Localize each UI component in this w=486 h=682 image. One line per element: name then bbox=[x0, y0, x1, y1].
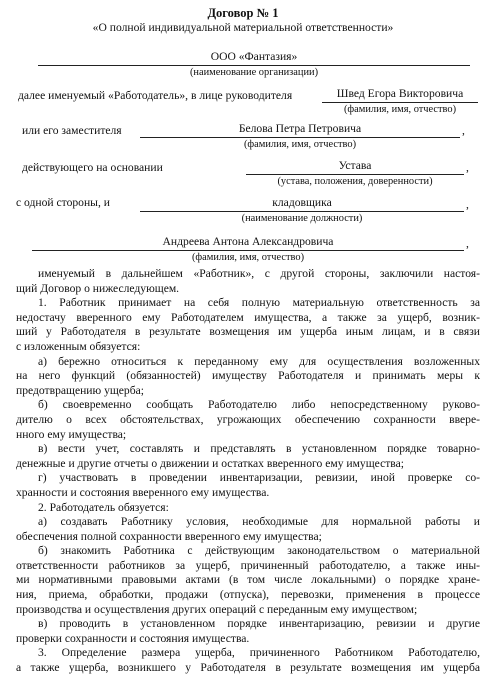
body-line: с изложенным обязуется: bbox=[16, 339, 141, 353]
body-line: нного ему имущества; bbox=[16, 427, 127, 441]
body-line: б) знакомить Работника с действующим законодательством о материальной bbox=[38, 544, 480, 558]
body-line: щий Договор о нижеследующем. bbox=[16, 281, 180, 295]
side-label: с одной стороны, и bbox=[16, 196, 110, 209]
head-name-caption: (фамилия, имя, отчество) bbox=[343, 104, 457, 115]
basis-value: Устава bbox=[338, 159, 372, 172]
head-name-underline bbox=[322, 102, 478, 103]
body-line: 2. Работодатель обязуется: bbox=[38, 500, 169, 514]
organization-value: ООО «Фантазия» bbox=[210, 50, 298, 63]
position-caption: (наименование должности) bbox=[241, 213, 363, 224]
body-line: ния, приема, обработки, продажи (отпуска), перевозки, применения в процессе bbox=[16, 588, 480, 602]
body-line: а) бережно относиться к переданному ему для осуществления возложенных bbox=[38, 354, 480, 368]
employer-label: далее именуемый «Работодатель», в лице руководителя bbox=[18, 89, 293, 102]
body-line: 3. Определение размера ущерба, причиненного Работником Работодателю, bbox=[38, 646, 480, 660]
deputy-label: или его заместителя bbox=[22, 124, 122, 137]
worker-name-caption: (фамилия, имя, отчество) bbox=[191, 252, 305, 263]
worker-comma: , bbox=[466, 237, 469, 250]
body-line: в) вести учет, составлять и представлять в установленном порядке товарно- bbox=[38, 442, 480, 456]
body-line: проверки сохранности и состояния имущества. bbox=[16, 631, 250, 645]
position-underline bbox=[140, 211, 464, 212]
body-line: хранности и состояния вверенного ему имущества. bbox=[16, 485, 270, 499]
body-line: ответственности работников за ущерб, причиненный работодателю, а также ины- bbox=[16, 558, 480, 572]
deputy-name-value: Белова Петра Петровича bbox=[238, 122, 362, 135]
position-value: кладовщика bbox=[272, 196, 332, 209]
organization-underline bbox=[38, 65, 470, 66]
body-line: производства и осуществления других операций с переданным ему имуществом; bbox=[16, 602, 418, 616]
contract-body bbox=[16, 267, 480, 676]
position-comma: , bbox=[466, 198, 469, 211]
body-line: обеспечения полной сохранности вверенного ему имущества; bbox=[16, 529, 322, 543]
organization-caption: (наименование организации) bbox=[189, 67, 319, 78]
worker-name-underline bbox=[32, 250, 464, 251]
deputy-name-underline bbox=[140, 137, 460, 138]
document-title: Договор № 1 bbox=[207, 6, 279, 20]
basis-underline bbox=[246, 174, 464, 175]
body-line: недостачу вверенного ему Работодателем имущества, а также за ущерб, возник- bbox=[16, 310, 480, 324]
body-line: предотвращению ущерба; bbox=[16, 383, 144, 397]
body-line: а) создавать Работнику условия, необходимые для нормальной работы и bbox=[38, 515, 480, 529]
body-line: а также ущерба, возникшего у Работодателя в результате возмещения им ущерба bbox=[16, 661, 480, 675]
worker-name-value: Андреева Антона Александровича bbox=[162, 235, 334, 248]
basis-label: действующего на основании bbox=[22, 161, 163, 174]
body-line: на него функций (обязанностей) имуществу Работодателя и принимать меры к bbox=[16, 369, 480, 383]
document-subtitle: «О полной индивидуальной материальной ответственности» bbox=[92, 21, 394, 34]
body-line: б) своевременно сообщать Работодателю либо непосредственному руково- bbox=[38, 398, 480, 412]
body-line: дителю о всех обстоятельствах, угрожающих обеспечению сохранности ввере- bbox=[16, 412, 480, 426]
body-line: 1. Работник принимает на себя полную материальную ответственность за bbox=[38, 296, 480, 310]
basis-comma: , bbox=[466, 161, 469, 174]
body-line: г) участвовать в проведении инвентаризации, ревизии, иной проверке со- bbox=[38, 471, 480, 485]
body-line: именуемый в дальнейшем «Работник», с другой стороны, заключили настоя- bbox=[38, 267, 480, 280]
basis-caption: (устава, положения, доверенности) bbox=[277, 176, 433, 187]
body-line: в) проводить в установленном порядке инвентаризацию, ревизии и другие bbox=[38, 617, 480, 631]
head-name-value: Швед Егора Викторовича bbox=[336, 87, 464, 100]
body-line: ми нормативными правовыми актами (в том числе локальными) о порядке хране- bbox=[16, 573, 480, 587]
body-line: ший у Работодателя в результате возмещения им ущерба иным лицам, и в связи bbox=[16, 325, 480, 339]
deputy-comma: , bbox=[462, 124, 465, 137]
body-line: денежные и другие отчеты о движении и остатках вверенного ему имущества; bbox=[16, 456, 404, 470]
deputy-name-caption: (фамилия, имя, отчество) bbox=[243, 139, 357, 150]
